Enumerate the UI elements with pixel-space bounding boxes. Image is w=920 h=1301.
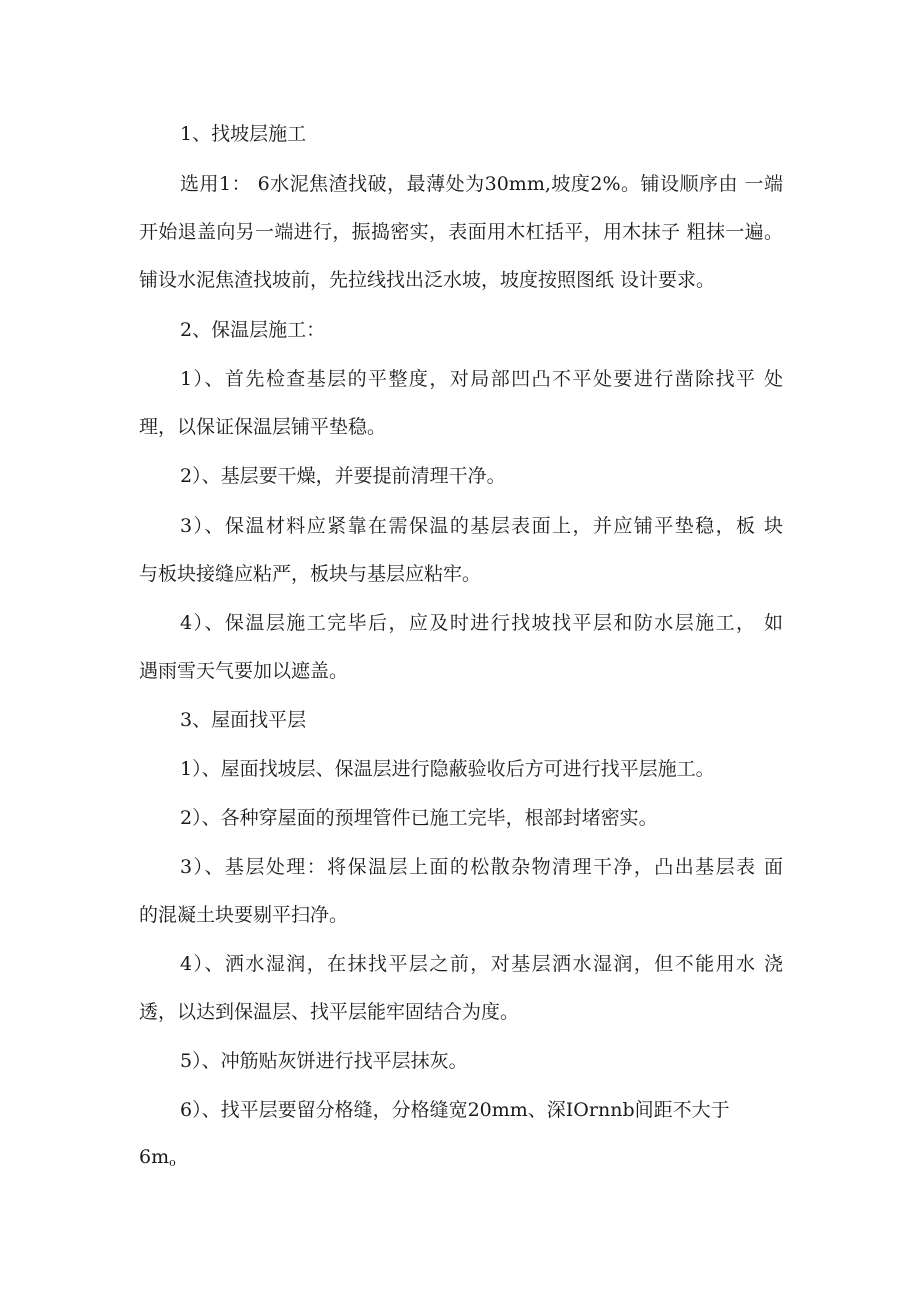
- paragraph-line: 1）、首先检查基层的平整度，对局部凹凸不平处要进行凿除找平 处: [180, 368, 783, 390]
- paragraph-line: 铺设水泥焦渣找坡前，先拉线找出泛水坡，坡度按照图纸 设计要求。: [139, 269, 716, 291]
- paragraph-line: 3）、基层处理：将保温层上面的松散杂物清理干净，凸出基层表 面: [180, 856, 783, 878]
- paragraph-line: 理，以保证保温层铺平垫稳。: [139, 416, 387, 438]
- paragraph-line: 6）、找平层要留分格缝，分格缝宽20mm、深IOrnnb间距不大于: [180, 1099, 730, 1121]
- paragraph-line: 1）、屋面找坡层、保温层进行隐蔽验收后方可进行找平层施工。: [180, 758, 715, 780]
- paragraph-line: 的混凝土块要剔平扫净。: [139, 904, 349, 926]
- paragraph-line: 4）、保温层施工完毕后，应及时进行找坡找平层和防水层施工， 如: [180, 612, 783, 634]
- last-line-main: 6m: [139, 1146, 170, 1168]
- paragraph-line: 2）、基层要干燥，并要提前清理干净。: [180, 465, 506, 487]
- paragraph-line: 开始退盖向另一端进行，振捣密实，表面用木杠括平，用木抹子 粗抹一遍。: [139, 221, 783, 243]
- paragraph-line: 遇雨雪天气要加以遮盖。: [139, 660, 349, 682]
- paragraph-line-last: [139, 1145, 176, 1175]
- heading-insulation-layer: 2、保温层施工：: [180, 319, 326, 341]
- paragraph-line: 4）、洒水湿润，在抹找平层之前，对基层洒水湿润，但不能用水 浇: [180, 953, 783, 975]
- heading-roof-leveling-layer: 3、屋面找平层: [180, 709, 307, 731]
- paragraph-line: 3）、保温材料应紧靠在需保温的基层表面上，并应铺平垫稳，板 块: [180, 515, 783, 537]
- paragraph-line: 与板块接缝应粘严，板块与基层应粘牢。: [139, 563, 482, 585]
- paragraph-line: 5）、冲筋贴灰饼进行找平层抹灰。: [180, 1050, 468, 1072]
- last-line-subscript: o: [169, 1156, 176, 1169]
- paragraph-line: 选用1： 6水泥焦渣找破，最薄处为30mm,坡度2%。铺设顺序由 一端: [180, 173, 783, 195]
- heading-slope-layer: 1、找坡层施工: [180, 123, 307, 145]
- paragraph-line: 透，以达到保温层、找平层能牢固结合为度。: [139, 1001, 520, 1023]
- paragraph-line: 2）、各种穿屋面的预埋管件已施工完毕，根部封堵密实。: [180, 807, 658, 829]
